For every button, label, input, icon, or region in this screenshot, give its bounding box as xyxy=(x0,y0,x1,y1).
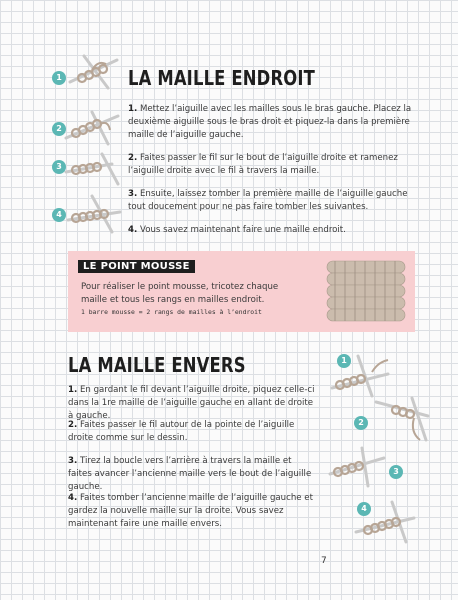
box-text: Pour réaliser le point mousse, tricotez chaque maille et tous les rangs en mailles endroit. xyxy=(81,282,279,305)
garter-stitch-swatch xyxy=(325,259,407,325)
step-badge-3: 3 xyxy=(52,160,66,174)
purl-badge-4: 4 xyxy=(357,502,371,516)
step-endroit-4: 4. Vous savez maintenant faire une maille endroit. xyxy=(128,225,346,235)
purl-badge-2: 2 xyxy=(354,416,368,430)
knit-step-3-illustration xyxy=(62,150,122,188)
step-envers-1: 1. En gardant le fil devant l’aiguille droite, piquez celle-ci dans la 1re maille de l’aiguille gauche en allant de droite à gauche. xyxy=(68,385,315,421)
purl-badge-1: 1 xyxy=(337,354,351,368)
step-endroit-3: 3. Ensuite, laissez tomber la première maille de l’aiguille gauche tout doucement pour ne pas faire tomber les suivantes. xyxy=(128,189,408,212)
step-envers-4: 4. Faites tomber l’ancienne maille de l’aiguille gauche et gardez la nouvelle maille sur la droite. Vous savez maintenant faire une maille envers. xyxy=(68,493,313,529)
step-badge-4: 4 xyxy=(52,208,66,222)
purl-step-2-illustration xyxy=(372,388,434,444)
step-endroit-1: 1. Mettez l’aiguille avec les mailles sous le bras gauche. Placez la deuxième aiguille sous le bras droit et piquez-la dans la première maille de l’aiguille gauche. xyxy=(128,104,412,140)
step-badge-2: 2 xyxy=(52,122,66,136)
knit-step-4-illustration xyxy=(62,192,124,238)
step-endroit-2: 2. Faites passer le fil sur le bout de l’aiguille droite et ramenez l’aiguille droite avec le fil à travers la maille. xyxy=(128,153,398,176)
step-envers-3: 3. Tirez la boucle vers l’arrière à travers la maille et faites avancer l’ancienne maille vers le bout de l’aiguille gauche. xyxy=(68,456,312,492)
knit-step-1-illustration xyxy=(62,52,122,94)
box-title: LE POINT MOUSSE xyxy=(78,260,195,273)
knit-step-2-illustration xyxy=(62,108,122,148)
box-note: 1 barre mousse = 2 rangs de mailles à l’endroit xyxy=(81,308,262,316)
section-title-envers: LA MAILLE ENVERS xyxy=(68,353,246,377)
page-number: 7 xyxy=(321,556,327,566)
section-title-endroit: LA MAILLE ENDROIT xyxy=(128,66,315,90)
purl-step-3-illustration xyxy=(326,444,388,490)
step-envers-2: 2. Faites passer le fil autour de la pointe de l’aiguille droite comme sur le dessin. xyxy=(68,420,295,443)
point-mousse-box xyxy=(68,251,415,332)
step-badge-1: 1 xyxy=(52,71,66,85)
purl-badge-3: 3 xyxy=(389,465,403,479)
